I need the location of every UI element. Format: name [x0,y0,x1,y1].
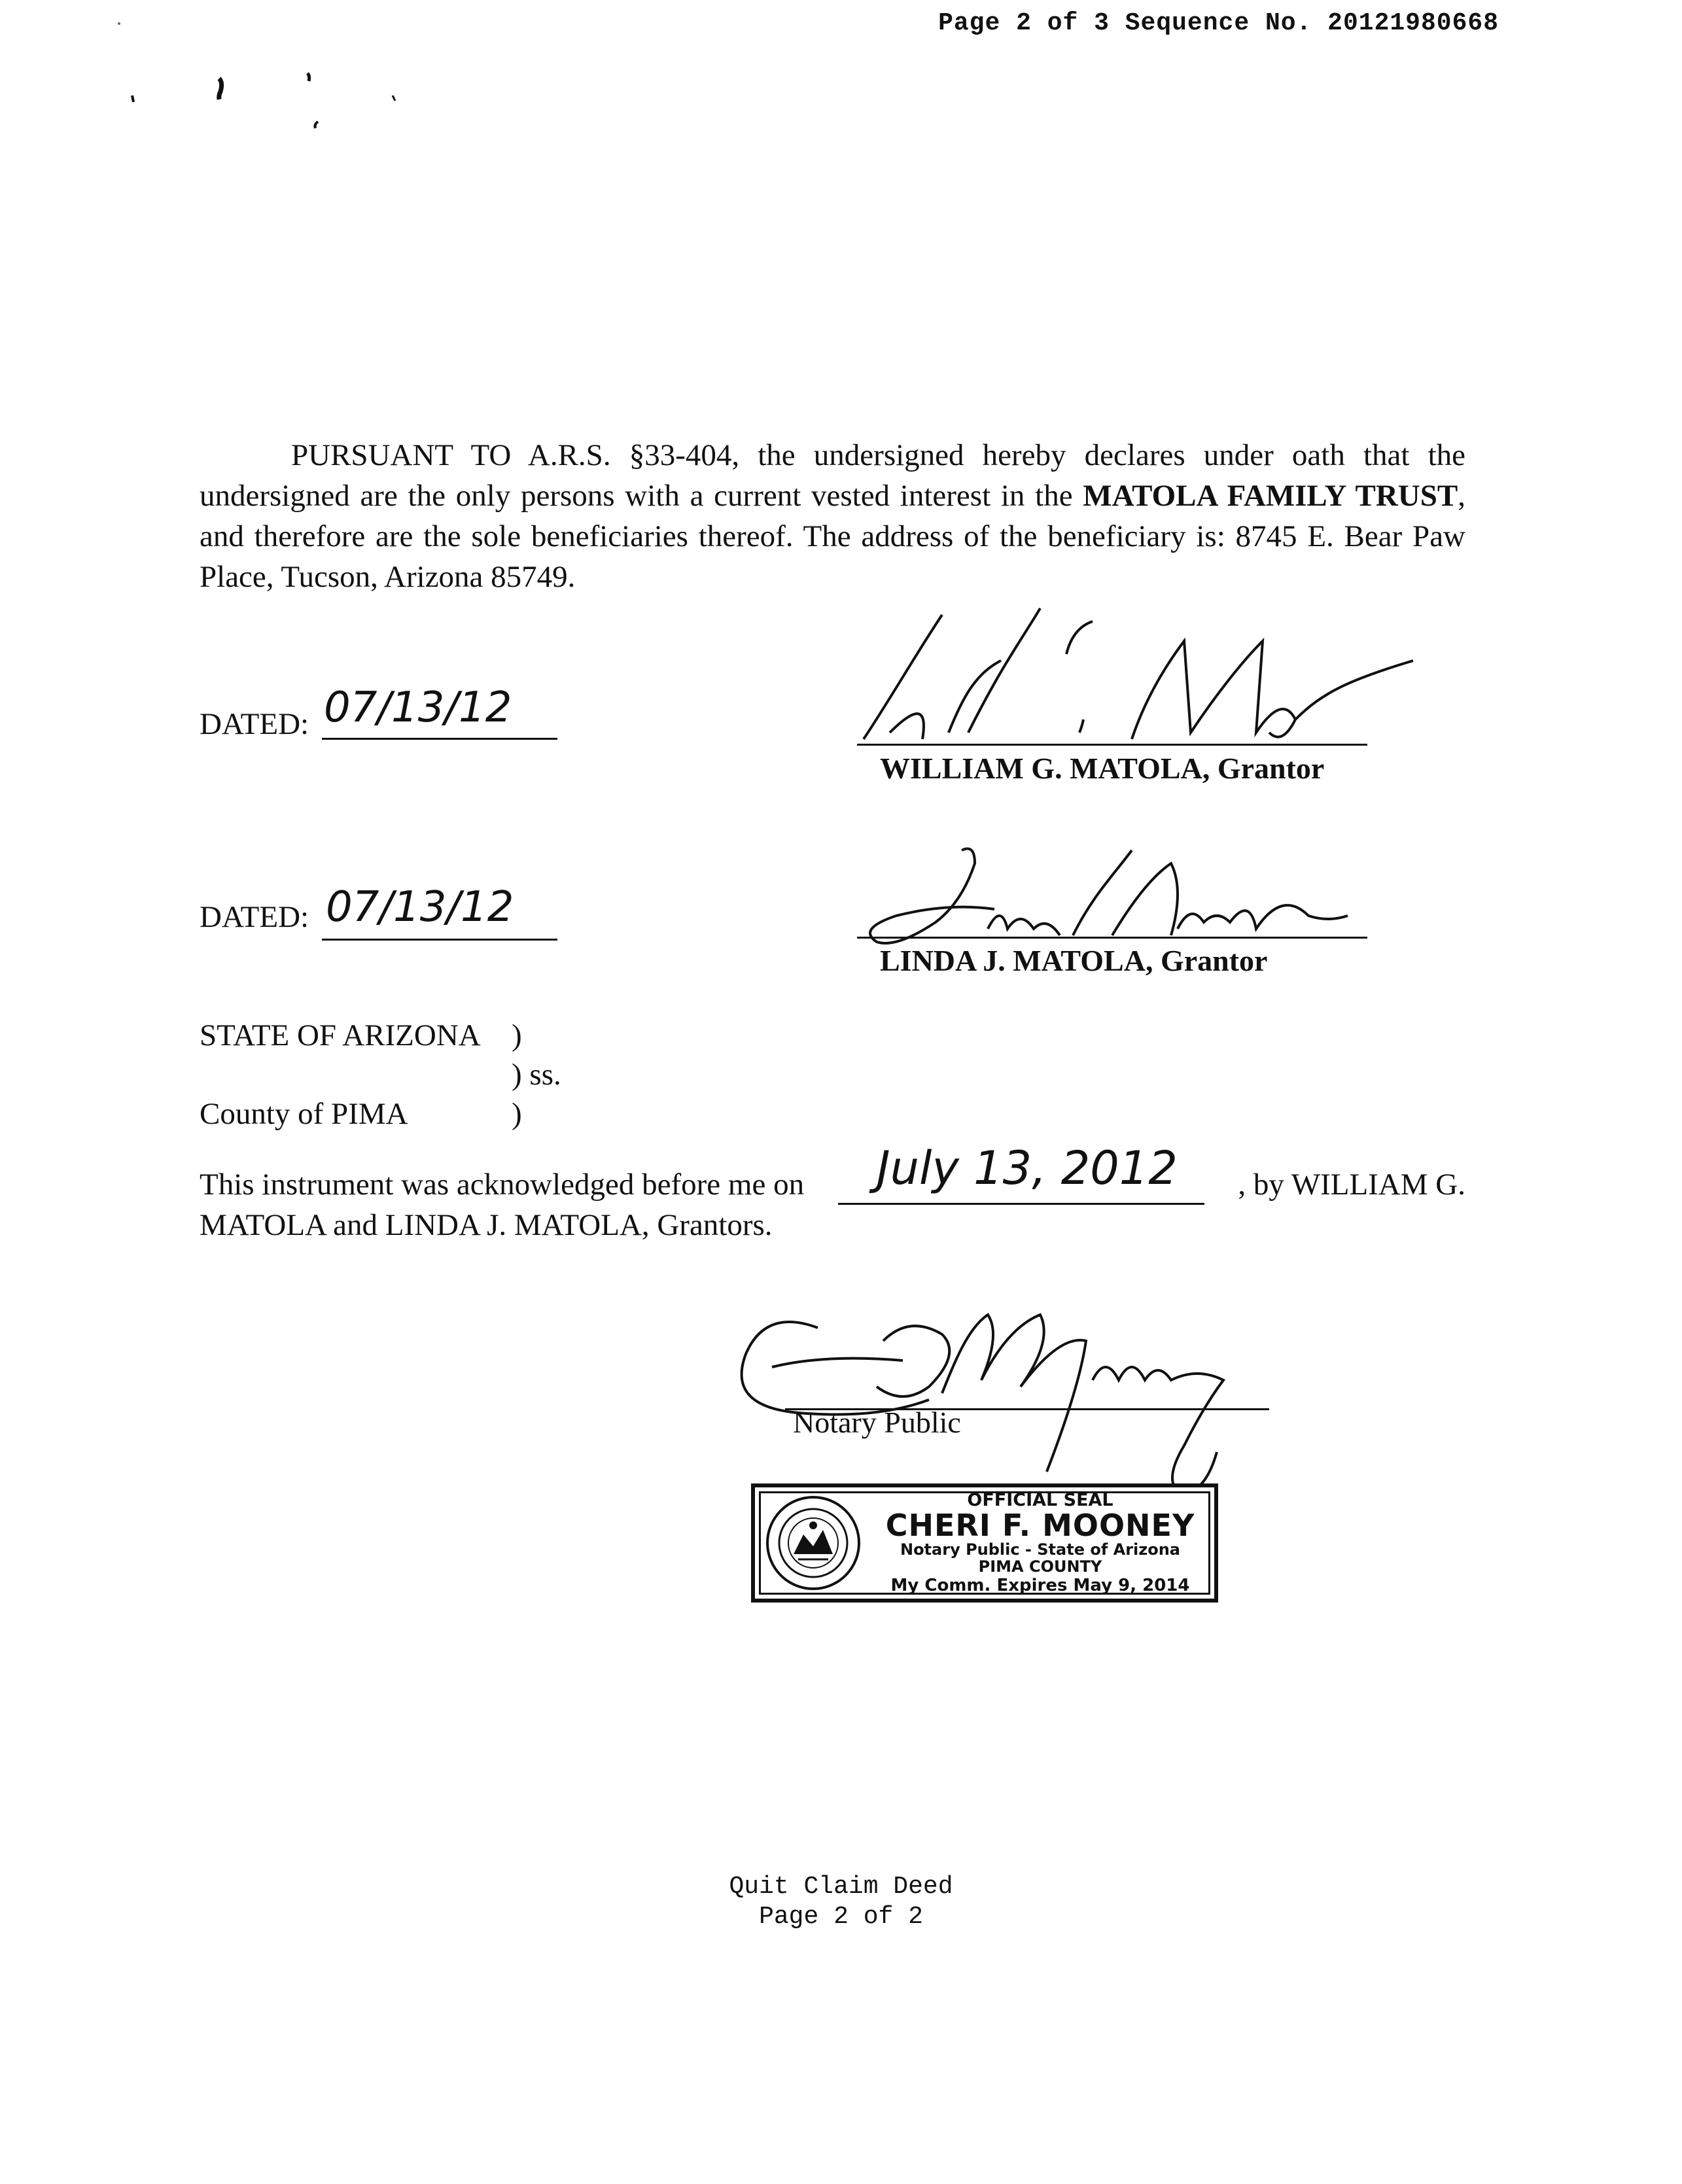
dated-label-2: DATED: [200,900,309,934]
signature-line-1 [857,744,1367,746]
signer-name-1: WILLIAM G. MATOLA, Grantor [880,752,1325,785]
handwritten-date-2: 07/13/12 [326,883,514,931]
handwritten-date-1: 07/13/12 [324,684,512,732]
acknowledgment-line-2: MATOLA and LINDA J. MATOLA, Grantors. [200,1208,773,1242]
trust-name: MATOLA FAMILY TRUST [1083,479,1458,513]
page-footer [0,1872,1682,1932]
declaration-paragraph [200,435,1465,597]
declaration-text-2: , and therefore are the sole beneficiaries thereof. The address of the beneficiary is: 8745 E. Bear Paw Place, Tucson, Arizona 85749. [200,479,1465,594]
william-signature [850,602,1426,759]
date-line-1 [322,738,557,740]
declaration-text-1: PURSUANT TO A.R.S. §33-404, the undersigned hereby declares under oath that the undersigned are the only persons with a current vested interest in the [200,438,1465,513]
seal-title: OFFICIAL SEAL [967,1490,1113,1510]
acknowledgment-lead: This instrument was acknowledged before me on [200,1168,805,1202]
acknowledgment-paragraph [200,1164,1465,1245]
dated-label-1: DATED: [200,707,309,741]
notary-seal [751,1483,1218,1603]
seal-expiration: My Comm. Expires May 9, 2014 [890,1576,1190,1595]
acknowledgment-line-1 [200,1164,1465,1205]
seal-notary-name: CHERI F. MOONEY [885,1508,1195,1543]
venue-county: County of PIMA [200,1097,408,1131]
arizona-state-seal-icon [764,1494,862,1592]
seal-county-line: PIMA COUNTY [978,1557,1102,1576]
notary-public-label: Notary Public [793,1406,961,1439]
scan-specks [0,0,458,144]
signature-line-2 [857,937,1367,939]
date-line-2 [322,939,557,941]
venue-ss: ) ss. [512,1058,561,1092]
notary-signature [726,1302,1276,1485]
seal-text [871,1491,1209,1594]
footer-page-number: Page 2 of 2 [759,1903,923,1931]
seal-state-line: Notary Public - State of Arizona [900,1540,1180,1559]
venue-state: STATE OF ARIZONA [200,1018,481,1052]
venue-paren-3: ) [512,1097,522,1131]
acknowledgment-handwritten-date: July 13, 2012 [877,1141,1178,1195]
footer-document-title: Quit Claim Deed [729,1873,953,1901]
acknowledgment-tail: , by WILLIAM G. [1238,1168,1465,1202]
signer-name-2: LINDA J. MATOLA, Grantor [880,944,1268,977]
venue-paren-1: ) [512,1018,522,1052]
page-sequence-stamp: Page 2 of 3 Sequence No. 20121980668 [938,9,1499,37]
